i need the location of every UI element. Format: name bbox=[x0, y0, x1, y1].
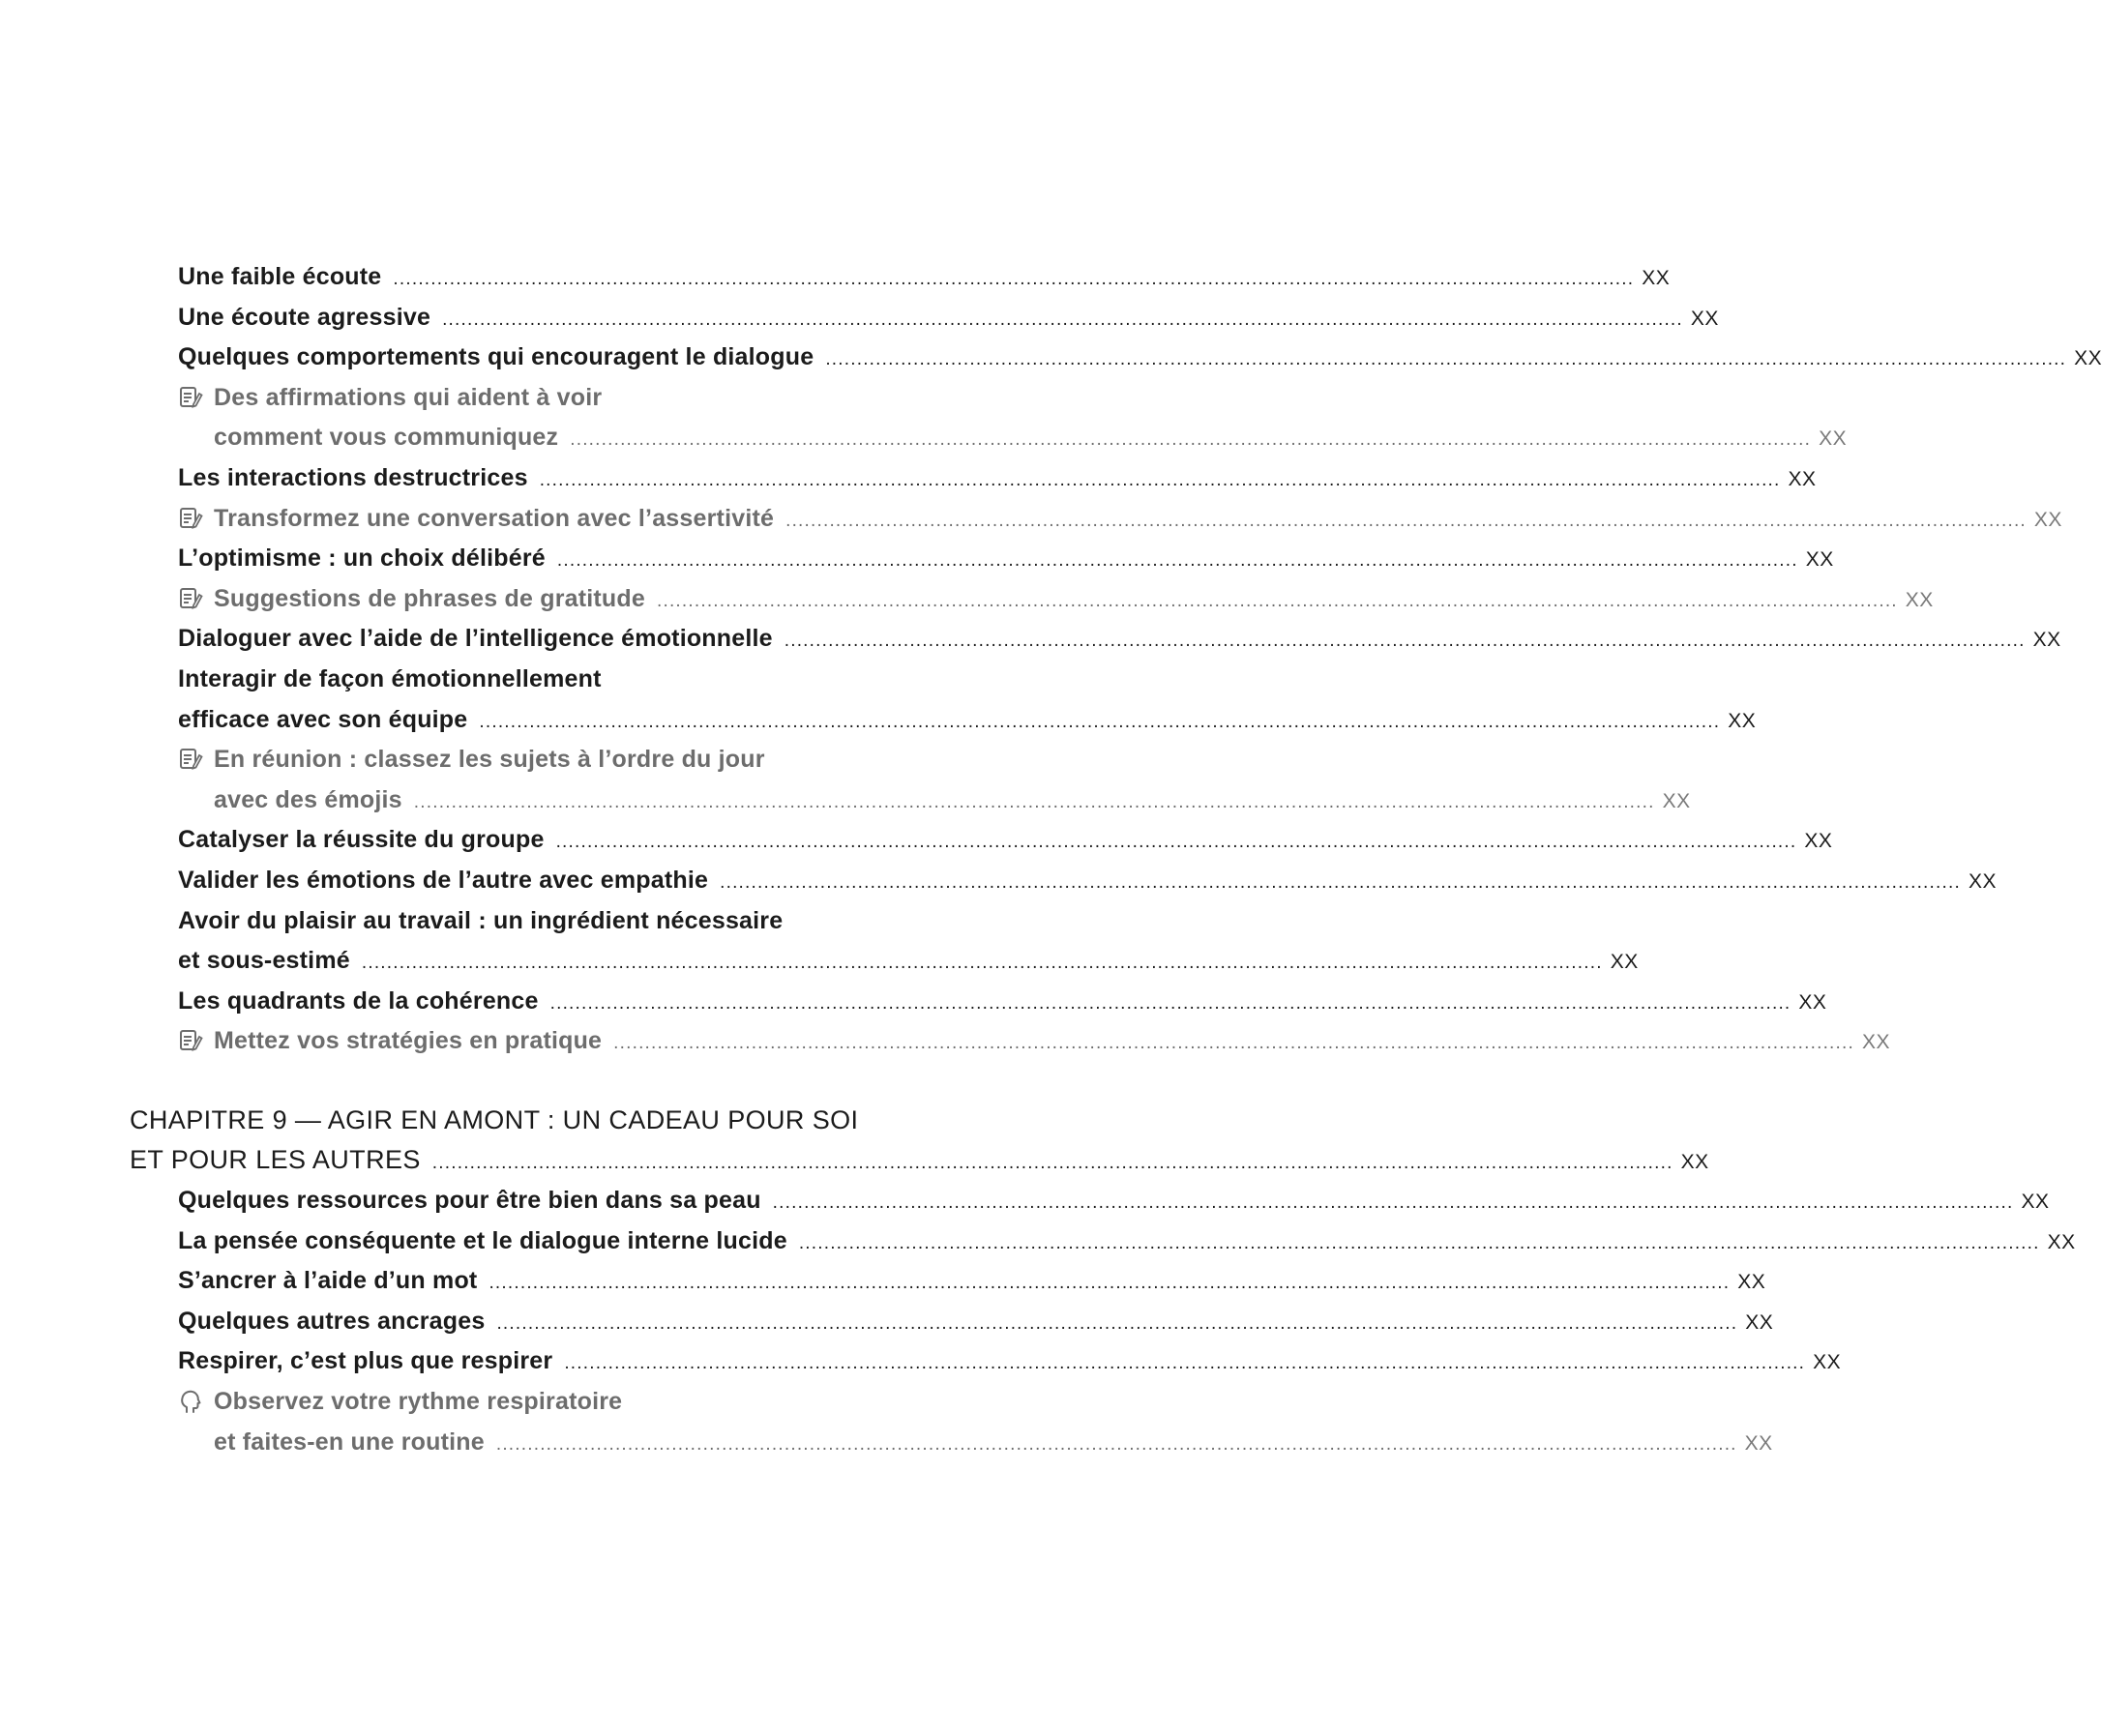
toc-entry-label: La pensée conséquente et le dialogue interne lucide bbox=[178, 1226, 787, 1254]
toc-page-number: XX bbox=[2021, 1191, 2050, 1214]
toc-entry[interactable] bbox=[0, 982, 1827, 1022]
dot-leader: ...................................................................................................................................................................................................... bbox=[570, 429, 1812, 451]
toc-entry-label: L’optimisme : un choix délibéré bbox=[178, 544, 546, 573]
toc-entry-label: Avoir du plaisir au travail : un ingrédient nécessaire bbox=[178, 906, 784, 934]
toc-entry[interactable] bbox=[0, 660, 1156, 700]
toc-exercise[interactable] bbox=[0, 579, 1934, 620]
toc-page-number: XX bbox=[1968, 869, 1997, 893]
toc-exercise[interactable] bbox=[0, 499, 2062, 540]
dot-leader: ...................................................................................................................................................................................................... bbox=[495, 1433, 1737, 1455]
toc-entry[interactable] bbox=[0, 1302, 1774, 1342]
toc-entry-label: S’ancrer à l’aide d’un mot bbox=[178, 1267, 478, 1295]
dot-leader: ...................................................................................................................................................................................................... bbox=[556, 550, 1798, 572]
notepad-pencil-icon bbox=[178, 504, 205, 544]
toc-entry-label: Une écoute agressive bbox=[178, 303, 431, 331]
toc-exercise-continuation[interactable] bbox=[0, 780, 1691, 821]
toc-entry-label: Quelques ressources pour être bien dans sa peau bbox=[178, 1187, 761, 1215]
toc-chapter-heading-continuation[interactable] bbox=[0, 1140, 1709, 1181]
toc-exercise-label: Transformez une conversation avec l’assertivité bbox=[214, 504, 775, 532]
toc-entry[interactable] bbox=[0, 861, 1997, 901]
toc-entry-label: Catalyser la réussite du groupe bbox=[178, 826, 545, 854]
toc-page-number: XX bbox=[2032, 629, 2061, 652]
dot-leader: ...................................................................................................................................................................................................... bbox=[564, 1353, 1806, 1374]
toc-page-number: XX bbox=[1662, 789, 1691, 812]
toc-exercise-label: Des affirmations qui aident à voir bbox=[214, 383, 603, 411]
notepad-pencil-icon bbox=[178, 383, 205, 424]
dot-leader: ...................................................................................................................................................................................................... bbox=[720, 871, 1961, 893]
toc-exercise-label: En réunion : classez les sujets à l’ordre du jour bbox=[214, 746, 765, 774]
toc-page-number: XX bbox=[2047, 1230, 2076, 1253]
toc-page-number: XX bbox=[1805, 548, 1834, 572]
toc-entry[interactable] bbox=[0, 539, 1834, 579]
notepad-pencil-icon bbox=[178, 745, 205, 785]
toc-entry-label: Valider les émotions de l’autre avec empathie bbox=[178, 866, 709, 894]
dot-leader: ...................................................................................................................................................................................................... bbox=[393, 269, 1635, 289]
toc-page-number: XX bbox=[1905, 588, 1934, 611]
dot-leader: ...................................................................................................................................................................................................... bbox=[442, 309, 1683, 330]
toc-entry[interactable] bbox=[0, 1181, 2050, 1221]
toc-entry-label: Les quadrants de la cohérence bbox=[178, 986, 539, 1015]
dot-leader: ...................................................................................................................................................................................................... bbox=[825, 349, 2067, 370]
dot-leader: ...................................................................................................................................................................................................... bbox=[772, 1192, 2014, 1214]
toc-exercise-continuation[interactable] bbox=[0, 418, 1848, 458]
notepad-pencil-icon bbox=[178, 1026, 205, 1067]
toc-page-number: XX bbox=[1798, 990, 1827, 1014]
toc-entry[interactable] bbox=[0, 619, 2061, 660]
toc-exercise-label: Suggestions de phrases de gratitude bbox=[214, 584, 645, 612]
toc-exercise[interactable] bbox=[0, 740, 1156, 780]
toc-exercise-continuation[interactable] bbox=[0, 1423, 1773, 1463]
dot-leader: ...................................................................................................................................................................................................... bbox=[539, 469, 1781, 490]
dot-leader: ...................................................................................................................................................................................................... bbox=[784, 631, 2026, 652]
toc-exercise[interactable] bbox=[0, 1382, 1156, 1423]
toc-page-number: XX bbox=[1690, 307, 1719, 330]
toc-entry-label: Quelques autres ancrages bbox=[178, 1307, 486, 1335]
dot-leader: ...................................................................................................................................................................................................... bbox=[361, 953, 1603, 974]
toc-entry-continuation[interactable] bbox=[0, 941, 1639, 982]
toc-page-number: XX bbox=[1744, 1431, 1773, 1455]
toc-exercise-label: et faites-en une routine bbox=[214, 1427, 485, 1456]
table-of-contents bbox=[0, 257, 2102, 1462]
dot-leader: ...................................................................................................................................................................................................... bbox=[431, 1153, 1673, 1174]
toc-entry-label: Dialoguer avec l’aide de l’intelligence émotionnelle bbox=[178, 625, 773, 653]
dot-leader: ...................................................................................................................................................................................................... bbox=[555, 832, 1797, 853]
toc-page-number: XX bbox=[1642, 267, 1671, 289]
toc-exercise-label: Observez votre rythme respiratoire bbox=[214, 1388, 623, 1416]
toc-entry[interactable] bbox=[0, 298, 1719, 338]
toc-exercise[interactable] bbox=[0, 1021, 1890, 1062]
toc-entry-label: efficace avec son équipe bbox=[178, 705, 468, 733]
toc-entry-label: Interagir de façon émotionnellement bbox=[178, 664, 602, 692]
toc-exercise-label: comment vous communiquez bbox=[214, 424, 559, 452]
toc-page-number: XX bbox=[1813, 1351, 1842, 1374]
toc-chapter-heading[interactable] bbox=[0, 1101, 1156, 1141]
notepad-pencil-icon bbox=[178, 584, 205, 625]
toc-entry[interactable] bbox=[0, 1261, 1766, 1302]
section-gap bbox=[0, 1062, 1156, 1101]
dot-leader: ...................................................................................................................................................................................................... bbox=[479, 711, 1721, 732]
toc-page-number: XX bbox=[1728, 709, 1757, 732]
toc-entry-label: Respirer, c’est plus que respirer bbox=[178, 1347, 553, 1375]
toc-page-number: XX bbox=[2074, 347, 2102, 370]
toc-entry[interactable] bbox=[0, 458, 1817, 499]
toc-page-number: XX bbox=[1819, 427, 1848, 451]
toc-page-number: XX bbox=[2033, 508, 2062, 531]
toc-page-number: XX bbox=[1745, 1310, 1774, 1334]
toc-page-number: XX bbox=[1804, 830, 1833, 853]
dot-leader: ...................................................................................................................................................................................................... bbox=[785, 510, 2027, 531]
toc-entry[interactable] bbox=[0, 901, 1156, 942]
toc-entry-label: Quelques comportements qui encouragent le dialogue bbox=[178, 343, 814, 371]
toc-page-number: XX bbox=[1861, 1031, 1890, 1054]
toc-page-number: XX bbox=[1737, 1271, 1766, 1294]
toc-page-number: XX bbox=[1788, 467, 1817, 490]
toc-exercise-label: avec des émojis bbox=[214, 785, 402, 813]
toc-entry-label: Une faible écoute bbox=[178, 263, 382, 290]
toc-entry[interactable] bbox=[0, 257, 1671, 298]
dot-leader: ...................................................................................................................................................................................................... bbox=[798, 1232, 2040, 1253]
dot-leader: ...................................................................................................................................................................................................... bbox=[656, 590, 1898, 611]
toc-page-number: XX bbox=[1680, 1151, 1709, 1174]
toc-entry[interactable] bbox=[0, 1341, 1842, 1382]
dot-leader: ...................................................................................................................................................................................................... bbox=[413, 791, 1655, 812]
dot-leader: ...................................................................................................................................................................................................... bbox=[613, 1033, 1854, 1054]
toc-entry-continuation[interactable] bbox=[0, 700, 1757, 741]
toc-exercise[interactable] bbox=[0, 378, 1156, 419]
dot-leader: ...................................................................................................................................................................................................... bbox=[496, 1312, 1738, 1334]
toc-entry-label: Les interactions destructrices bbox=[178, 463, 528, 491]
head-profile-icon bbox=[178, 1387, 205, 1427]
toc-exercise-label: Mettez vos stratégies en pratique bbox=[214, 1027, 603, 1055]
toc-entry-label: et sous-estimé bbox=[178, 947, 350, 975]
toc-entry[interactable] bbox=[0, 338, 2102, 378]
toc-page-number: XX bbox=[1610, 951, 1639, 974]
dot-leader: ...................................................................................................................................................................................................... bbox=[549, 992, 1791, 1014]
toc-chapter-label: ET POUR LES AUTRES bbox=[130, 1145, 421, 1175]
toc-chapter-label: CHAPITRE 9 — AGIR EN AMONT : UN CADEAU POUR SOI bbox=[130, 1104, 859, 1134]
dot-leader: ...................................................................................................................................................................................................... bbox=[488, 1273, 1731, 1294]
toc-entry[interactable] bbox=[0, 820, 1833, 861]
toc-entry[interactable] bbox=[0, 1221, 2076, 1262]
